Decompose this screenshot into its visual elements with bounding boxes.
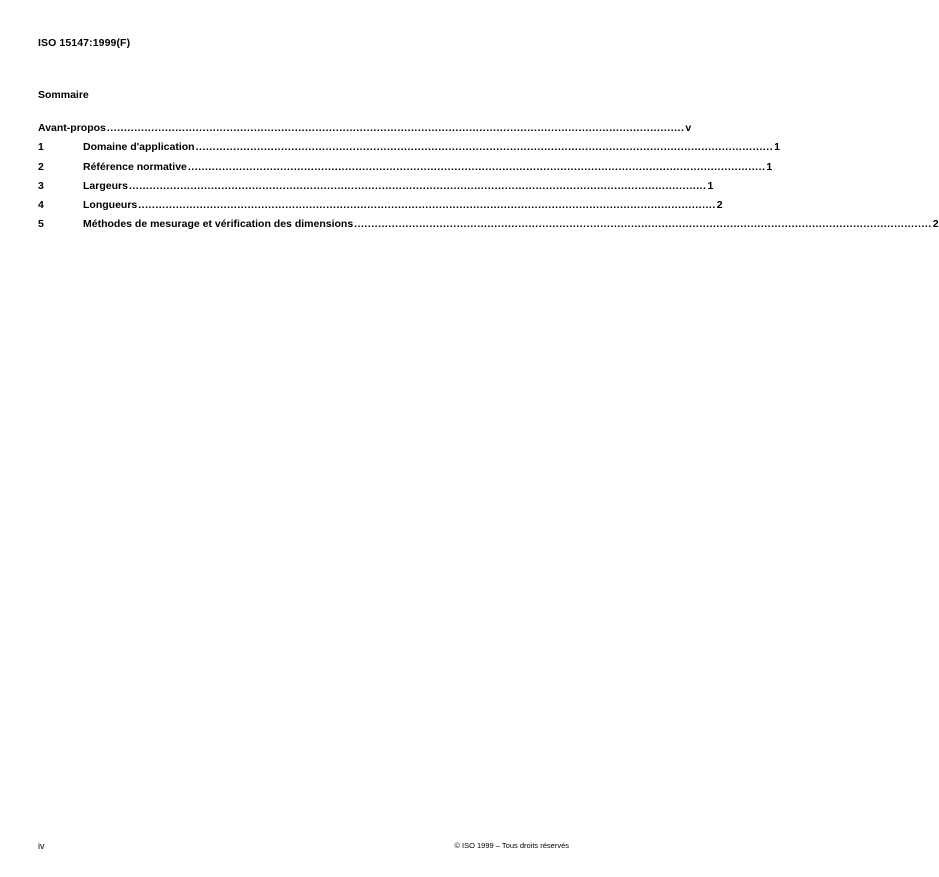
toc-entry-avant-propos[interactable] xyxy=(38,122,692,141)
toc-entry-title: Longueurs xyxy=(83,199,138,212)
toc-entry-5[interactable] xyxy=(38,218,939,237)
toc-entry-page: 1 xyxy=(774,141,780,154)
toc-entry-page: 1 xyxy=(766,160,773,173)
toc-entry-number: 2 xyxy=(38,160,44,173)
toc-entry-title: Domaine d'application xyxy=(83,141,195,154)
footer-copyright: © ISO 1999 – Tous droits réservés xyxy=(454,841,569,850)
toc-entry-title: Avant-propos xyxy=(38,122,106,134)
toc-entry-page: 2 xyxy=(932,218,939,231)
footer-page-number: iv xyxy=(38,841,45,851)
toc-entry-page: 2 xyxy=(716,199,723,212)
toc-entry-page: 1 xyxy=(707,179,714,192)
toc-entry-number: 4 xyxy=(38,199,44,212)
toc-leader-dots: ......................................................................................................................................................................... xyxy=(354,218,932,231)
toc-entry-title: Référence normative xyxy=(83,160,187,173)
table-of-contents xyxy=(38,122,939,238)
toc-entry-3[interactable] xyxy=(38,179,714,199)
toc-entry-number: 5 xyxy=(38,218,44,231)
toc-leader-dots: ......................................................................................................................................................................... xyxy=(138,199,716,212)
document-id-header: ISO 15147:1999(F) xyxy=(38,37,131,49)
toc-entry-page: v xyxy=(685,122,692,134)
toc-entry-number: 3 xyxy=(38,179,44,192)
toc-entry-1[interactable] xyxy=(38,141,780,160)
toc-leader-dots: ......................................................................................................................................................................... xyxy=(187,160,766,173)
toc-entry-title: Méthodes de mesurage et vérification des dimensions xyxy=(83,218,354,231)
toc-entry-title: Largeurs xyxy=(83,179,128,192)
toc-leader-dots: ......................................................................................................................................................................... xyxy=(195,141,774,154)
toc-entry-number: 1 xyxy=(38,141,44,154)
toc-entry-4[interactable] xyxy=(38,199,723,218)
toc-leader-dots: ......................................................................................................................................................................... xyxy=(128,179,707,192)
toc-entry-2[interactable] xyxy=(38,160,773,180)
toc-leader-dots: ......................................................................................................................................................................... xyxy=(106,122,685,134)
toc-title: Sommaire xyxy=(38,89,89,101)
